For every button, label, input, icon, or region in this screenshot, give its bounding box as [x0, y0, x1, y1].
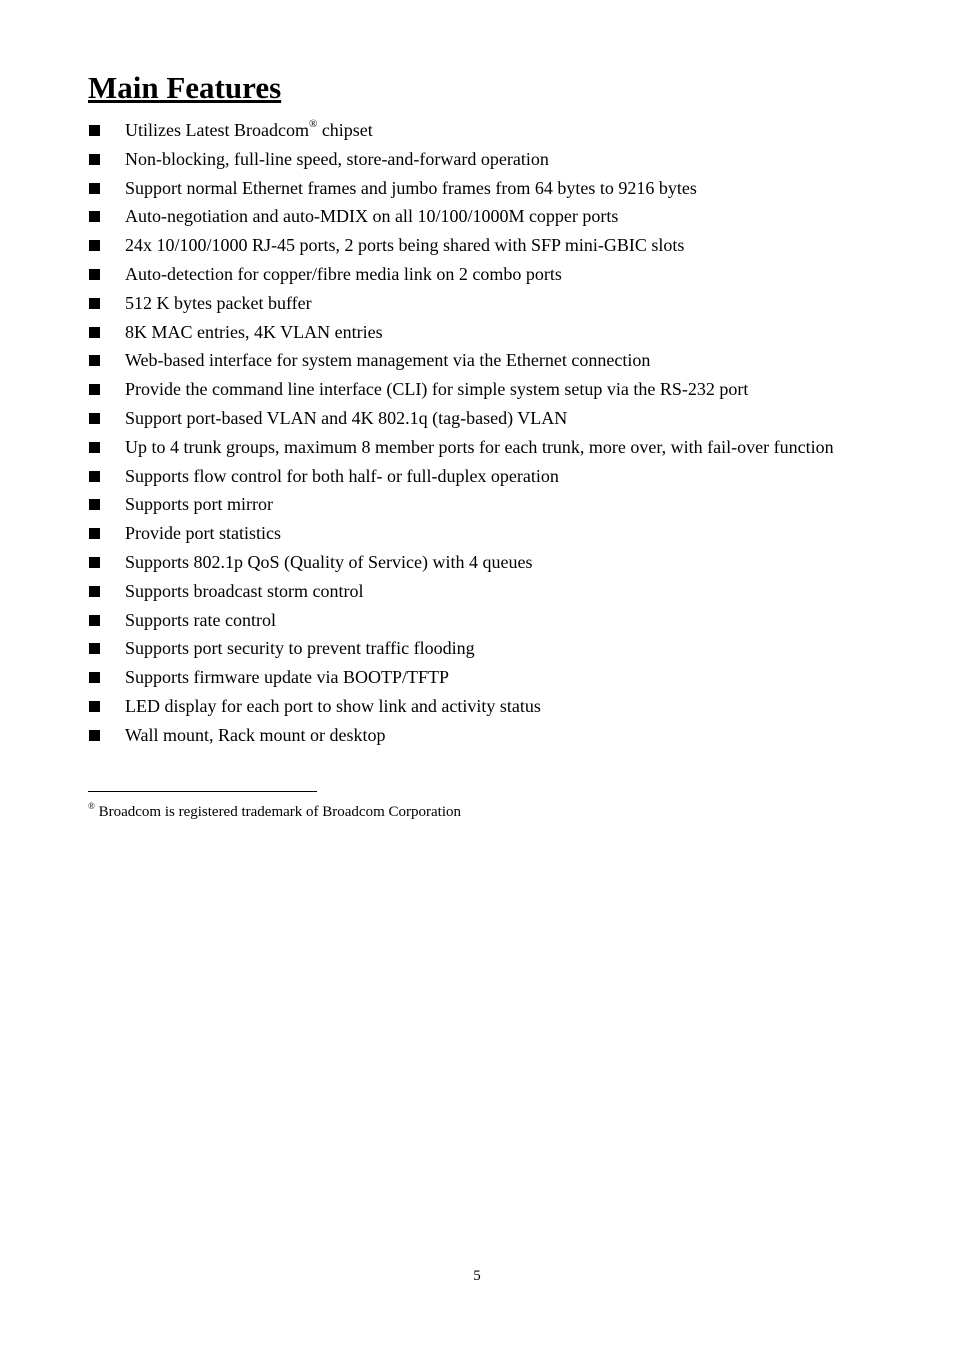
footnote-text: Broadcom is registered trademark of Broadcom Corporation: [94, 804, 461, 820]
feature-text: Supports port mirror: [125, 494, 273, 515]
feature-text: Supports broadcast storm control: [125, 580, 364, 601]
square-bullet-icon: [89, 471, 100, 482]
feature-text: Supports flow control for both half- or full-duplex operation: [125, 465, 559, 486]
square-bullet-icon: [89, 701, 100, 712]
square-bullet-icon: [89, 183, 100, 194]
feature-item: [88, 260, 868, 289]
square-bullet-icon: [89, 730, 100, 741]
feature-item: [88, 577, 868, 606]
footnote: [88, 801, 461, 823]
feature-item: [88, 404, 868, 433]
feature-text: Web-based interface for system management via the Ethernet connection: [125, 350, 651, 371]
feature-item: [88, 606, 868, 635]
feature-item: [88, 174, 868, 203]
feature-text: Auto-negotiation and auto-MDIX on all 10/100/1000M copper ports: [125, 206, 619, 227]
feature-text: 24x 10/100/1000 RJ-45 ports, 2 ports being shared with SFP mini-GBIC slots: [125, 235, 685, 256]
square-bullet-icon: [89, 442, 100, 453]
feature-item: [88, 202, 868, 231]
feature-item: [88, 116, 868, 145]
feature-text: 512 K bytes packet buffer: [125, 292, 312, 313]
feature-text: Provide port statistics: [125, 523, 281, 544]
feature-text: Supports 802.1p QoS (Quality of Service) with 4 queues: [125, 551, 533, 572]
feature-item: [88, 548, 868, 577]
feature-text: Utilizes Latest Broadcom: [125, 120, 309, 140]
registered-mark: ®: [308, 118, 318, 130]
features-list: [88, 116, 868, 750]
feature-text-suffix: chipset: [317, 120, 373, 140]
feature-text: Non-blocking, full-line speed, store-and-forward operation: [125, 148, 549, 169]
feature-item: [88, 462, 868, 491]
feature-item: [88, 634, 868, 663]
feature-text: Supports firmware update via BOOTP/TFTP: [125, 667, 449, 688]
feature-text: Provide the command line interface (CLI) for simple system setup via the RS-232 port: [125, 379, 749, 400]
feature-text: Support normal Ethernet frames and jumbo frames from 64 bytes to 9216 bytes: [125, 177, 697, 198]
square-bullet-icon: [89, 384, 100, 395]
feature-text: Support port-based VLAN and 4K 802.1q (tag-based) VLAN: [125, 407, 568, 428]
feature-item: [88, 663, 868, 692]
square-bullet-icon: [89, 557, 100, 568]
feature-text: Supports rate control: [125, 609, 276, 630]
square-bullet-icon: [89, 615, 100, 626]
feature-item: [88, 318, 868, 347]
square-bullet-icon: [89, 672, 100, 683]
square-bullet-icon: [89, 413, 100, 424]
square-bullet-icon: [89, 528, 100, 539]
feature-item: [88, 519, 868, 548]
square-bullet-icon: [89, 154, 100, 165]
square-bullet-icon: [89, 298, 100, 309]
feature-item: [88, 346, 868, 375]
feature-text: 8K MAC entries, 4K VLAN entries: [125, 321, 383, 342]
feature-text: Auto-detection for copper/fibre media link on 2 combo ports: [125, 263, 562, 284]
feature-item: [88, 433, 868, 462]
feature-text: Up to 4 trunk groups, maximum 8 member ports for each trunk, more over, with fail-over function: [125, 436, 834, 457]
feature-item: [88, 231, 868, 260]
feature-item: [88, 289, 868, 318]
square-bullet-icon: [89, 327, 100, 338]
square-bullet-icon: [89, 586, 100, 597]
square-bullet-icon: [89, 355, 100, 366]
square-bullet-icon: [89, 269, 100, 280]
square-bullet-icon: [89, 499, 100, 510]
square-bullet-icon: [89, 240, 100, 251]
feature-item: [88, 692, 868, 721]
feature-item: [88, 375, 868, 404]
feature-item: [88, 721, 868, 750]
square-bullet-icon: [89, 211, 100, 222]
feature-item: [88, 145, 868, 174]
feature-item: [88, 490, 868, 519]
feature-text: LED display for each port to show link and activity status: [125, 695, 541, 716]
page-number: 5: [473, 1268, 481, 1284]
square-bullet-icon: [89, 643, 100, 654]
footnote-separator: [88, 791, 317, 792]
registered-mark: ®: [88, 801, 95, 811]
feature-text: Wall mount, Rack mount or desktop: [125, 724, 386, 745]
square-bullet-icon: [89, 125, 100, 136]
page-title: Main Features: [88, 70, 282, 105]
feature-text: Supports port security to prevent traffic flooding: [125, 638, 475, 659]
